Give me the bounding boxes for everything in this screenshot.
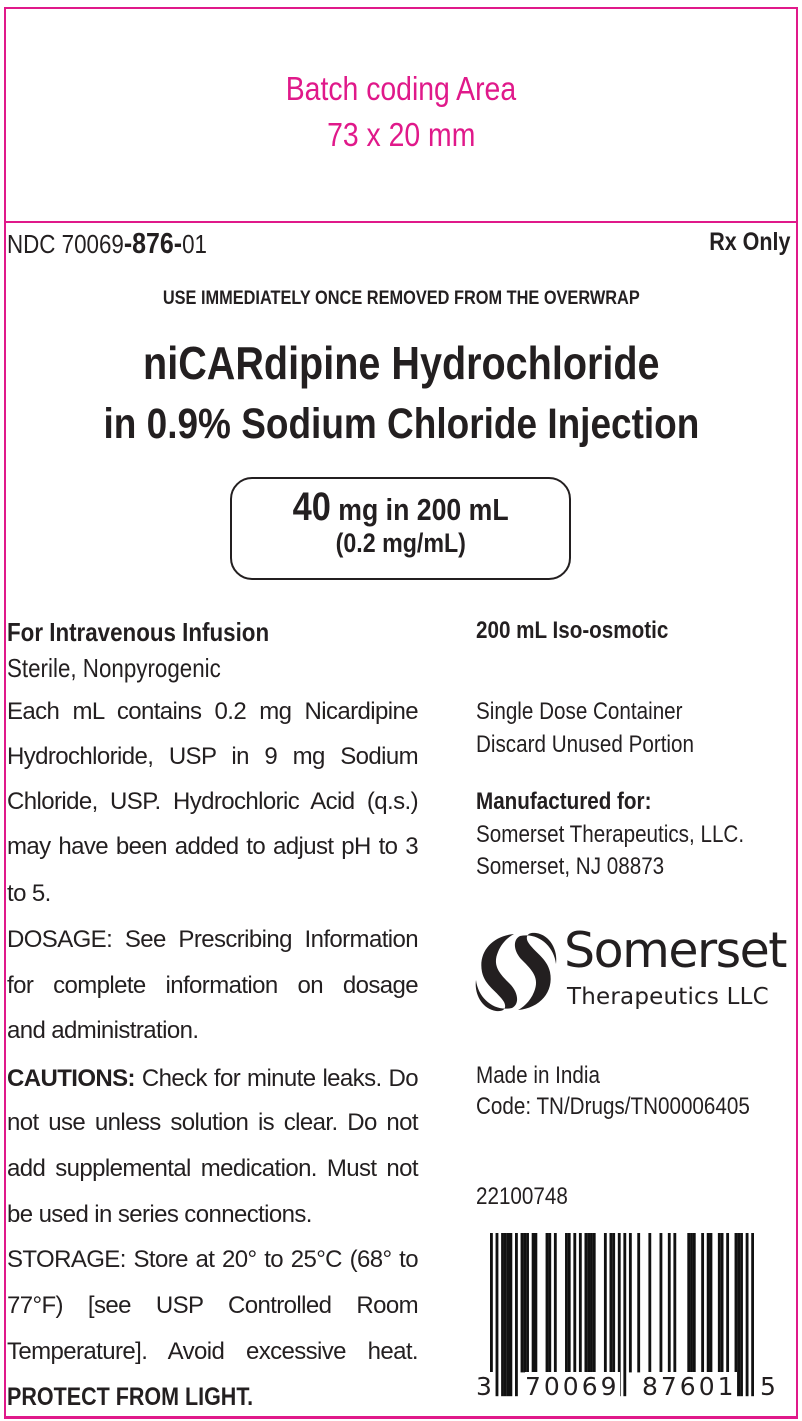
made-in-india: [476, 1062, 620, 1090]
manufactured-for-text: Manufactured for:: [476, 788, 652, 815]
barcode-bar: [568, 1233, 571, 1372]
somerset-logo: [474, 922, 794, 1018]
barcode-bar: [579, 1233, 582, 1372]
rx-only: [696, 228, 790, 257]
somerset-swirl-icon: [474, 932, 558, 1012]
sterile-line: Sterile, Nonpyrogenic: [7, 653, 221, 683]
dosage-line: and administration.: [7, 1017, 199, 1044]
barcode-bar: [721, 1233, 724, 1372]
composition-line: Chloride, USP. Hydrochloric Acid (q.s.): [7, 788, 418, 815]
barcode-bar: [746, 1233, 749, 1396]
company-name: [476, 821, 788, 849]
item-number-text: 22100748: [476, 1183, 568, 1210]
barcode-bar: [612, 1233, 615, 1372]
made-in-text: Made in India: [476, 1062, 600, 1089]
product-title-line2: in 0.9% Sodium Chloride Injection: [103, 400, 699, 448]
overwrap-warning-text: USE IMMEDIATELY ONCE REMOVED FROM THE OVERWRAP: [162, 288, 640, 309]
dosage-line: for complete information on dosage: [7, 972, 418, 999]
barcode-bar: [648, 1233, 651, 1372]
barcode-bar: [548, 1233, 551, 1372]
barcode-bar: [573, 1233, 576, 1372]
barcode-bar: [593, 1233, 596, 1372]
barcode-bar: [523, 1233, 526, 1372]
discard-text: [476, 731, 729, 759]
barcode-bar: [515, 1233, 518, 1396]
strength-concentration: (0.2 mg/mL): [335, 528, 466, 558]
storage-line: Temperature]. Avoid excessive heat.: [7, 1338, 418, 1365]
volume-iso-osmotic: [476, 617, 700, 645]
barcode-bar: [701, 1233, 704, 1372]
barcode-bar: [565, 1233, 568, 1372]
dosage-line: DOSAGE: See Prescribing Information: [7, 926, 418, 953]
composition-line: Hydrochloride, USP in 9 mg Sodium: [7, 743, 418, 770]
storage-line: 77°F) [see USP Controlled Room: [7, 1292, 418, 1319]
ndc-suffix: 01: [182, 229, 207, 259]
barcode-digit-first: 3: [476, 1372, 495, 1401]
composition-line: to 5.: [7, 880, 51, 907]
sterile-text: [7, 654, 418, 682]
barcode-bar: [587, 1233, 590, 1372]
rx-only-text: Rx Only: [708, 228, 790, 256]
logo-wordmark: Somerset: [564, 922, 786, 979]
ndc-product-code: -876-: [123, 228, 183, 260]
barcode-digit-last: 5: [760, 1372, 779, 1401]
barcode-bar: [546, 1233, 549, 1372]
cautions-text: Check for minute leaks. Do: [134, 1065, 418, 1092]
strength-amount: 40: [292, 485, 331, 529]
volume-text: 200 mL Iso-osmotic: [476, 617, 669, 644]
company-name-text: Somerset Therapeutics, LLC.: [476, 821, 745, 848]
company-address-text: Somerset, NJ 08873: [476, 853, 665, 880]
product-subtitle: [0, 400, 802, 449]
item-number: [476, 1183, 583, 1211]
barcode-bar: [693, 1233, 696, 1372]
barcode-bar: [534, 1233, 537, 1372]
barcode-bar: [532, 1233, 535, 1372]
overwrap-warning: [0, 288, 802, 310]
strength-unit-volume: mg in 200 mL: [330, 492, 509, 527]
cautions-line: [7, 1065, 418, 1093]
protect-from-light: [7, 1383, 418, 1411]
barcode-bar: [590, 1233, 593, 1372]
barcode-bar: [501, 1233, 504, 1396]
route-heading: [7, 618, 418, 646]
cautions-line: be used in series connections.: [7, 1201, 312, 1228]
barcode-bar: [660, 1233, 663, 1372]
license-code: [476, 1093, 794, 1121]
barcode-bar: [737, 1233, 740, 1396]
manufactured-for-label: [476, 788, 680, 816]
strength-box: [230, 477, 571, 580]
barcode-bar: [668, 1233, 671, 1372]
barcode-bar: [507, 1233, 510, 1396]
barcode-group-right: 87601: [642, 1372, 737, 1401]
cautions-line: add supplemental medication. Must not: [7, 1155, 418, 1182]
barcode-bar: [623, 1233, 626, 1396]
barcode-bar: [751, 1233, 754, 1396]
barcode-bar: [604, 1233, 607, 1372]
barcode-bar: [687, 1233, 690, 1372]
barcode-bar: [718, 1233, 721, 1372]
barcode-bar: [710, 1233, 713, 1372]
company-address: [476, 853, 695, 881]
batch-area-size: [0, 116, 802, 154]
ndc-number: [7, 228, 239, 261]
barcode-bar: [609, 1233, 612, 1372]
ndc-prefix: NDC 70069: [7, 229, 124, 259]
barcode-bar: [521, 1233, 524, 1372]
barcode-bar: [707, 1233, 710, 1372]
protect-text: PROTECT FROM LIGHT.: [7, 1383, 254, 1411]
barcode-bar: [740, 1233, 743, 1396]
storage-line: STORAGE: Store at 20° to 25°C (68° to: [7, 1246, 418, 1273]
composition-line: Each mL contains 0.2 mg Nicardipine: [7, 698, 418, 725]
product-title: [0, 336, 802, 390]
barcode-bar: [637, 1233, 640, 1372]
composition-line: may have been added to adjust pH to 3: [7, 833, 418, 860]
batch-area-line1: Batch coding Area: [285, 70, 517, 107]
barcode-bar: [554, 1233, 557, 1372]
barcode-bar: [509, 1233, 512, 1396]
single-dose-text: [476, 698, 716, 726]
discard-line: Discard Unused Portion: [476, 731, 694, 758]
barcode-bar: [526, 1233, 529, 1372]
cautions-label: CAUTIONS:: [7, 1065, 135, 1092]
barcode-bar: [584, 1233, 587, 1372]
barcode-bar: [629, 1233, 632, 1372]
single-dose-line: Single Dose Container: [476, 698, 683, 725]
barcode-bar: [496, 1233, 499, 1396]
barcode-bar: [673, 1233, 676, 1372]
logo-subtitle: Therapeutics LLC: [567, 984, 769, 1010]
cautions-line: not use unless solution is clear. Do not: [7, 1109, 418, 1136]
route-text: For Intravenous Infusion: [7, 617, 270, 647]
product-title-line1: niCARdipine Hydrochloride: [142, 337, 660, 389]
barcode-group-left: 70069: [525, 1372, 620, 1401]
batch-area-label: [0, 70, 802, 108]
batch-area-divider: [4, 221, 798, 223]
license-code-text: Code: TN/Drugs/TN00006405: [476, 1093, 750, 1120]
batch-area-line2: 73 x 20 mm: [326, 116, 476, 153]
barcode-bar: [504, 1233, 507, 1396]
barcode-bar: [690, 1233, 693, 1372]
